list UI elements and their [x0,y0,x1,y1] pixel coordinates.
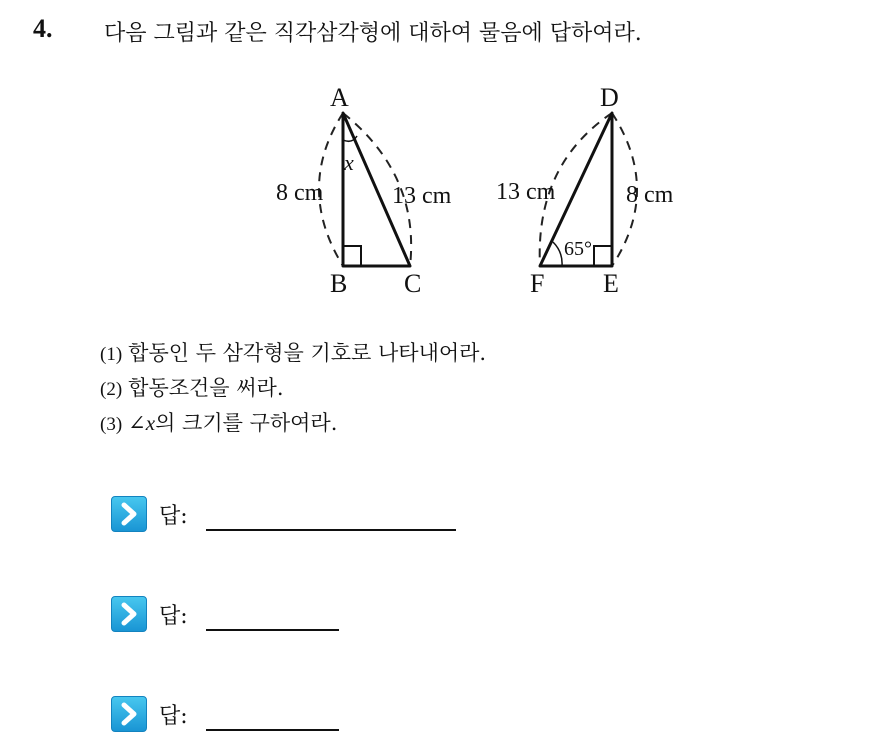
answer-label-3: 답: [159,703,188,729]
triangle-figure [0,0,884,330]
side-de-label: 8 cm [626,182,674,208]
problem-number: 4. [33,14,53,43]
subquestion-3-number: (3) [100,414,123,435]
side-df-label: 13 cm [496,179,556,205]
subquestion-1-number: (1) [100,344,123,365]
subquestion-2-text: 합동조건을 써라. [128,376,284,400]
chevron-right-icon [111,596,147,632]
angle-arc-f [553,242,562,266]
answer-blank-1[interactable] [206,529,456,531]
vertex-e-label: E [603,269,619,298]
chevron-right-icon [111,496,147,532]
subquestion-2 [100,373,486,408]
right-angle-mark-e [594,246,612,266]
side-ac-label: 13 cm [392,183,452,209]
triangle-abc [276,83,452,298]
subquestion-list [100,338,486,443]
answer-label-2: 답: [159,603,188,629]
subquestion-3 [100,408,486,443]
right-angle-mark-b [343,246,361,266]
vertex-c-label: C [404,269,422,298]
angle-x-label: x [344,150,354,175]
subquestion-1-text: 합동인 두 삼각형을 기호로 나타내어라. [128,341,487,365]
vertex-d-label: D [600,83,619,112]
vertex-b-label: B [330,269,348,298]
angle-65-label: 65° [564,238,592,260]
subquestion-3-math: ∠x [128,411,156,435]
answer-row-2 [111,594,339,634]
side-ab-label: 8 cm [276,180,324,206]
answer-row-3 [111,694,339,734]
answer-blank-3[interactable] [206,729,339,731]
answer-row-1 [111,494,456,534]
chevron-right-icon [111,696,147,732]
question-text: 다음 그림과 같은 직각삼각형에 대하여 물음에 답하여라. [104,21,642,46]
answer-label-1: 답: [159,503,188,529]
subquestion-1 [100,338,486,373]
subquestion-3-text: 의 크기를 구하여라. [155,411,338,435]
answer-blank-2[interactable] [206,629,339,631]
subquestion-2-number: (2) [100,379,123,400]
vertex-a-label: A [330,83,349,112]
vertex-f-label: F [530,269,545,298]
triangle-def [496,83,674,298]
